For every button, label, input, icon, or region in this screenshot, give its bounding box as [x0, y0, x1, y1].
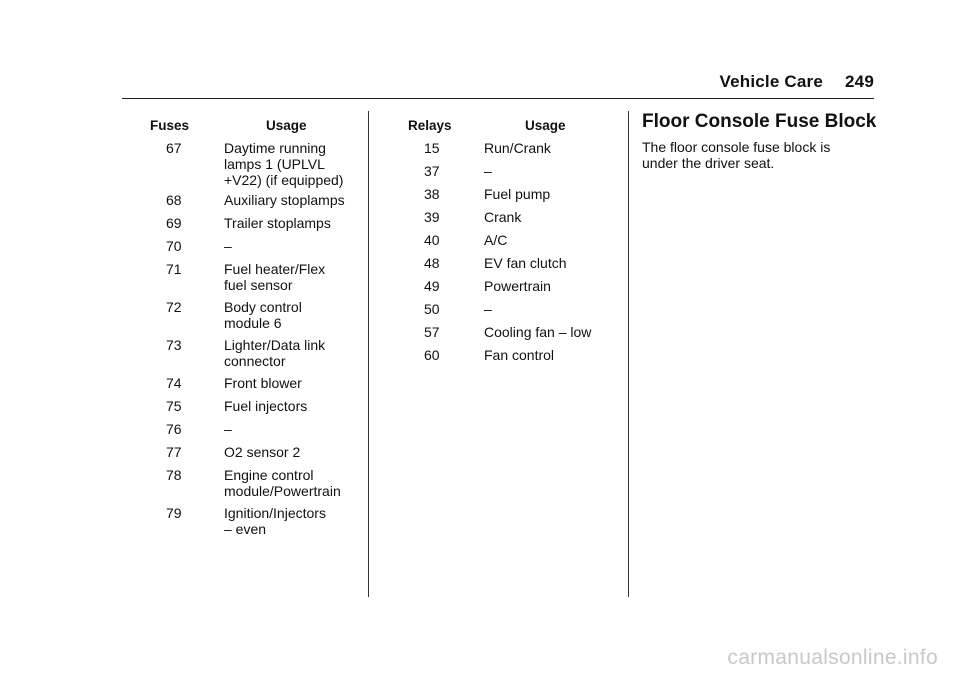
row-number: 50: [424, 301, 440, 317]
row-usage: Trailer stoplamps: [224, 215, 331, 231]
row-usage: Powertrain: [484, 278, 551, 294]
row-usage: A/C: [484, 232, 508, 248]
row-number: 15: [424, 140, 440, 156]
row-usage: Ignition/Injectors – even: [224, 505, 326, 537]
row-number: 69: [166, 215, 182, 231]
row-usage: Auxiliary stoplamps: [224, 192, 345, 208]
row-usage: Run/Crank: [484, 140, 551, 156]
row-number: 77: [166, 444, 182, 460]
column-divider: [628, 111, 629, 597]
row-number: 78: [166, 467, 182, 483]
usage-column-header: Usage: [266, 118, 307, 133]
section-name: Vehicle Care: [719, 72, 824, 91]
row-number: 75: [166, 398, 182, 414]
row-number: 57: [424, 324, 440, 340]
row-usage: Fuel heater/Flex fuel sensor: [224, 261, 326, 293]
row-number: 68: [166, 192, 182, 208]
row-usage: EV fan clutch: [484, 255, 567, 271]
row-number: 71: [166, 261, 182, 277]
row-number: 49: [424, 278, 440, 294]
row-number: 74: [166, 375, 182, 391]
row-usage: Fan control: [484, 347, 555, 363]
watermark: carmanualsonline.info: [727, 646, 938, 669]
fuses-column-header: Fuses: [150, 118, 190, 133]
row-number: 73: [166, 337, 182, 353]
row-number: 37: [424, 163, 440, 179]
usage-column-header: Usage: [525, 118, 566, 133]
row-number: 70: [166, 238, 182, 254]
row-usage: –: [224, 421, 232, 437]
row-number: 67: [166, 140, 182, 156]
section-body: The floor console fuse block is under the driver seat.: [642, 139, 831, 171]
column-divider: [368, 111, 369, 597]
row-usage: Fuel injectors: [224, 398, 308, 414]
row-number: 79: [166, 505, 182, 521]
row-usage: Crank: [484, 209, 522, 225]
row-usage: Daytime running lamps 1 (UPLVL +V22) (if equipped): [224, 140, 344, 188]
row-usage: Front blower: [224, 375, 302, 391]
row-usage: Engine control module/Powertrain: [224, 467, 341, 499]
row-number: 72: [166, 299, 182, 315]
row-usage: Cooling fan – low: [484, 324, 592, 340]
row-usage: O2 sensor 2: [224, 444, 301, 460]
row-number: 48: [424, 255, 440, 271]
header-rule: [122, 98, 874, 99]
row-usage: –: [224, 238, 232, 254]
row-number: 40: [424, 232, 440, 248]
row-number: 39: [424, 209, 440, 225]
row-number: 76: [166, 421, 182, 437]
row-usage: –: [484, 163, 492, 179]
row-number: 60: [424, 347, 440, 363]
row-usage: Fuel pump: [484, 186, 551, 202]
row-usage: Lighter/Data link connector: [224, 337, 326, 369]
page-header: [720, 72, 875, 92]
section-title: Floor Console Fuse Block: [642, 111, 877, 132]
row-usage: –: [484, 301, 492, 317]
row-number: 38: [424, 186, 440, 202]
row-usage: Body control module 6: [224, 299, 302, 331]
relays-column-header: Relays: [408, 118, 452, 133]
page-number: 249: [845, 72, 874, 91]
